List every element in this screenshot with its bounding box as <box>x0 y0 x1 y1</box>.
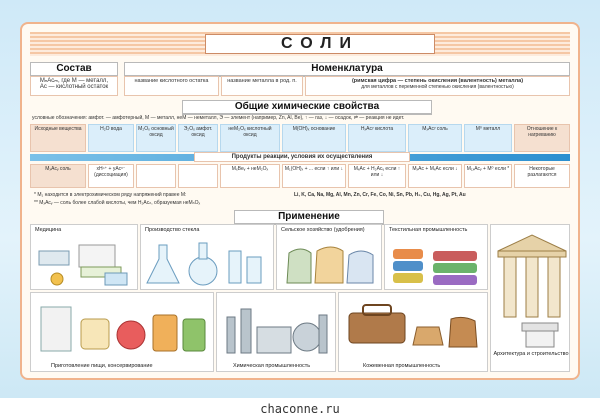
nomenclature-col-1: название кислотного остатка <box>124 76 219 96</box>
product-base: M₁(OH)ₓ + ... если ↑ или ↓ <box>282 164 346 188</box>
medicine-icon <box>35 237 135 289</box>
application-glass <box>140 224 274 290</box>
reagent-base: M(OH)ₓ основание <box>282 124 346 152</box>
composition-text-1: MₙAcₘ, где M — металл, <box>39 78 109 84</box>
reagent-heating: Отношение к нагреванию <box>514 124 570 152</box>
product-heating: Некоторые разлагаются <box>514 164 570 188</box>
composition-box <box>30 76 118 96</box>
application-chemical-label: Химическая промышленность <box>233 363 311 369</box>
composition-heading: Состав <box>30 62 118 77</box>
properties-heading: Общие химические свойства <box>182 100 432 115</box>
glassware-icon <box>145 237 271 289</box>
nomenclature-heading: Номенклатура <box>124 62 570 77</box>
reagent-basic-oxide: M₂Oₓ основный оксид <box>136 124 176 152</box>
leather-goods-icon <box>343 297 485 359</box>
nomenclature-note: для металлов с переменной степенью окисления (валентностью) <box>361 84 514 90</box>
fertilizer-icon <box>281 239 379 289</box>
column-icon <box>494 231 568 349</box>
application-architecture-label: Архитектура и строительство <box>493 351 569 357</box>
reagent-acid: HₓAcʸ кислота <box>348 124 406 152</box>
application-textile-label: Текстильная промышленность <box>389 227 468 233</box>
product-acid: MₓAc + H₂Acᵧ если ↑ или ↓ <box>348 164 406 188</box>
application-medicine <box>30 224 138 290</box>
products-heading: Продукты реакции, условия их осуществления <box>194 152 410 162</box>
website-footer: chaconne.ru <box>0 398 600 420</box>
title-bar <box>30 32 570 56</box>
reagent-metal: M⁰ металл <box>464 124 512 152</box>
chemical-plant-icon <box>221 297 333 359</box>
product-basic-oxide <box>136 164 176 188</box>
page-title: СОЛИ <box>205 34 435 54</box>
applications-heading: Применение <box>234 210 384 225</box>
reagent-salt: MₓAcʸ соль <box>408 124 462 152</box>
reagent-acidic-oxide: неM₂Oₓ кислотный оксид <box>220 124 280 152</box>
application-architecture <box>490 224 570 372</box>
product-water: xHⁿ⁺ + yAcˣ⁻ (диссоциация) <box>88 164 134 188</box>
footnote-series-intro: * M₁ находится в электрохимическом ряду напряжений правее M: <box>34 192 187 198</box>
poster-panel <box>20 22 580 380</box>
activity-series: Li, K, Ca, Na, Mg, Al, Mn, Zn, Cr, Fe, Co, Ni, Sn, Pb, H₂, Cu, Hg, Ag, Pt, Au <box>294 192 466 198</box>
reagent-water: H₂O вода <box>88 124 134 152</box>
application-leather <box>338 292 488 372</box>
nomenclature-col-2: название металла в род. п. <box>221 76 303 96</box>
composition-text-2: Ac — кислотный остаток <box>39 84 109 90</box>
nomenclature-col-3 <box>305 76 570 96</box>
application-textile <box>384 224 488 290</box>
product-acidic-oxide: MₓBeᵧ + неM₂Oₓ <box>220 164 280 188</box>
application-medicine-label: Медицина <box>35 227 62 233</box>
textile-icon <box>389 239 485 289</box>
application-agriculture <box>276 224 382 290</box>
reagent-amphoteric-oxide: Э₂Oₓ амфот. оксид <box>178 124 218 152</box>
nomenclature-oxidation: (римская цифра — степень окисления (валентность) металла) <box>351 78 524 84</box>
application-leather-label: Кожевенная промышленность <box>363 363 441 369</box>
product-amphoteric-oxide <box>178 164 218 188</box>
product-salt: MₓAc + MₓAc если ↓ <box>408 164 462 188</box>
application-chemical <box>216 292 336 372</box>
reagent-source: Исходные вещества <box>30 124 86 152</box>
product-metal: M₁ₓAcᵧ + M⁰ если * <box>464 164 512 188</box>
properties-legend: условные обозначения: амфот. — амфотерный, М — металл, неМ — неметалл, Э — элемент (например, Zn, Al, Be), ↑ — газ, ↓ — осадок, ⇌ — реакция не идет. <box>32 115 405 121</box>
products-salt: MₓAcᵧ соль <box>30 164 86 188</box>
footnote-weak-acid: ** MₓAcᵧ — соль более слабой кислоты, чем H₂Acₙ, образуемая неMₙOₓ <box>34 200 201 206</box>
application-food <box>30 292 214 372</box>
application-food-label: Приготовление пищи, консервирование <box>51 363 153 369</box>
food-jars-icon <box>35 297 211 359</box>
application-glass-label: Производство стекла <box>145 227 200 233</box>
application-agriculture-label: Сельское хозяйство (удобрения) <box>281 227 365 233</box>
